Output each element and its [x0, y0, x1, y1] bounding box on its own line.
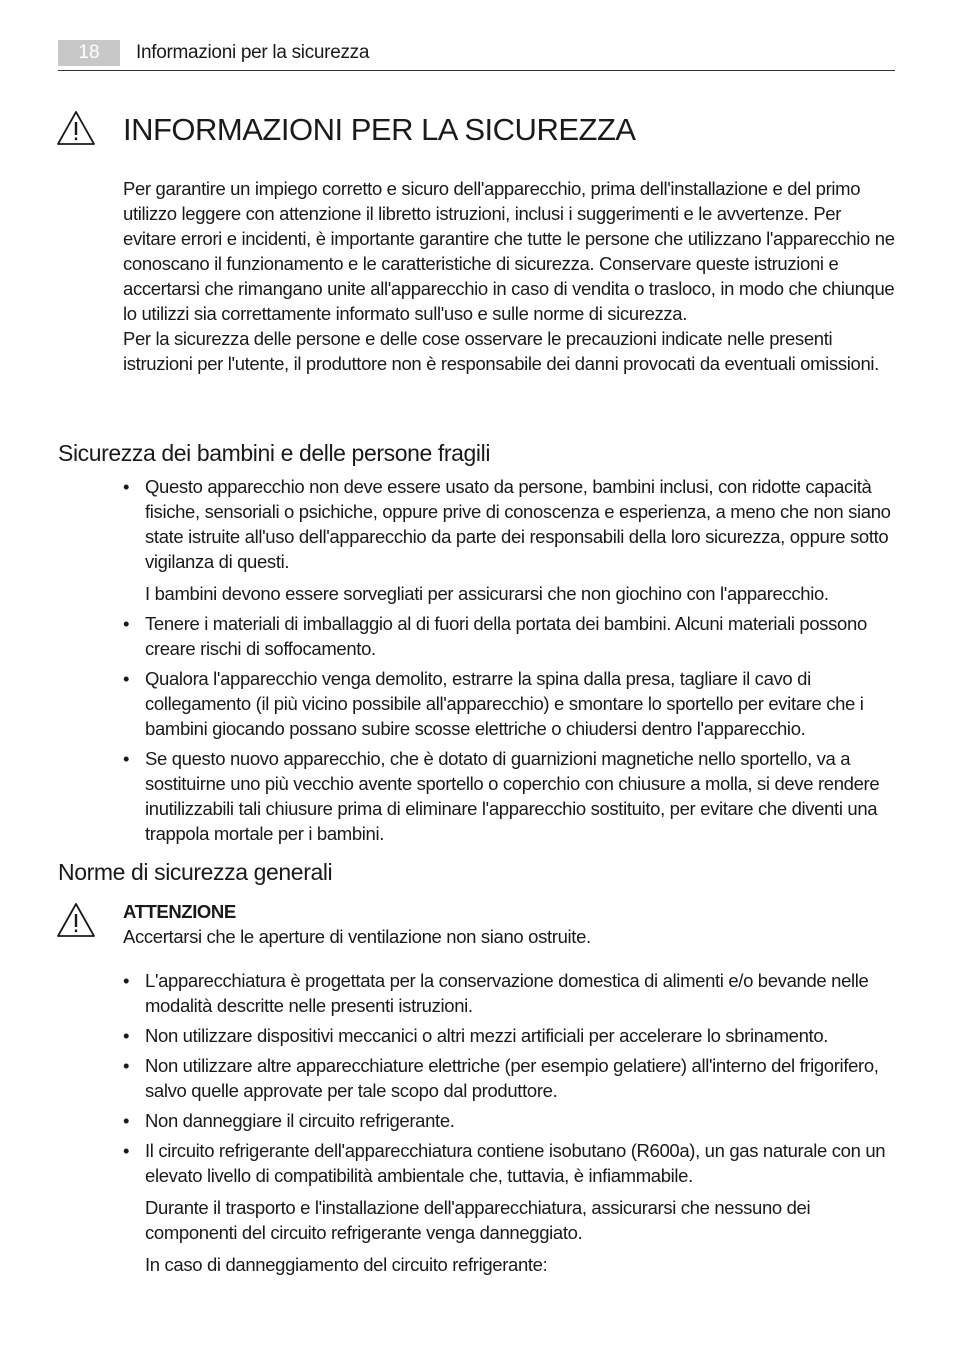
bullet-icon: • [123, 1025, 130, 1046]
bullet-icon: • [123, 1140, 130, 1161]
list-item-text: Non utilizzare dispositivi meccanici o altri mezzi artificiali per accelerare lo sbrinamento. [145, 1025, 829, 1046]
general-safety-list [123, 968, 897, 1282]
intro-paragraph: Per garantire un impiego corretto e sicuro dell'apparecchio, prima dell'installazione e del primo utilizzo leggere con attenzione il libretto istruzioni, inclusi i suggerimenti e le avvertenze. Per evitare errori e incidenti, è importante garantire che tutte le persone che utilizzano l'apparecchio ne conoscano il funzionamento e le caratteristiche di sicurezza. Conservare queste istruzioni e accertarsi che rimangano unite all'apparecchio in caso di vendita o trasloco, in modo che chiunque lo utilizzi sia correttamente informato sull'uso e sulle norme di sicurezza. [123, 178, 895, 324]
list-item-text: Non utilizzare altre apparecchiature elettriche (per esempio gelatiere) all'interno del frigorifero, salvo quelle approvate per tale scopo dal produttore. [145, 1055, 879, 1101]
list-item [123, 1023, 897, 1048]
warning-text: Accertarsi che le aperture di ventilazione non siano ostruite. [123, 926, 591, 947]
list-item [123, 1053, 897, 1103]
bullet-icon: • [123, 1110, 130, 1131]
list-item-subtext: Durante il trasporto e l'installazione dell'apparecchiatura, assicurarsi che nessuno dei componenti del circuito refrigerante venga danneggiato. [145, 1197, 811, 1243]
list-item [123, 746, 897, 846]
bullet-icon: • [123, 1055, 130, 1076]
list-item-text: Questo apparecchio non deve essere usato da persone, bambini inclusi, con ridotte capacità fisiche, sensoriali o psichiche, oppure prive di conoscenza e esperienza, a meno che non siano state istruite all'uso dell'apparecchio da parte dei responsabili della loro sicurezza, oppure sotto vigilanza di questi. [145, 476, 891, 572]
section-title-general-safety: Norme di sicurezza generali [58, 859, 333, 885]
list-item [123, 611, 897, 661]
list-item-text: Se questo nuovo apparecchio, che è dotato di guarnizioni magnetiche nello sportello, va a sostituirne uno più vecchio avente sportello o coperchio con chiusure a molla, si deve rendere inutilizzabili tali chiusure prima di eliminare l'apparecchio sostituito, per evitare che diventi una trappola mortale per i bambini. [145, 748, 880, 844]
intro-paragraph: Per la sicurezza delle persone e delle cose osservare le precauzioni indicate nelle presenti istruzioni per l'utente, il produttore non è responsabile dei danni provocati da eventuali omissioni. [123, 328, 879, 374]
bullet-icon: • [123, 970, 130, 991]
list-item-text: L'apparecchiatura è progettata per la conservazione domestica di alimenti e/o bevande nelle modalità descritte nelle presenti istruzioni. [145, 970, 869, 1016]
bullet-icon: • [123, 476, 130, 497]
bullet-icon: • [123, 748, 130, 769]
list-item [123, 474, 897, 606]
warning-note [123, 899, 897, 949]
list-item [123, 1138, 897, 1277]
running-header: Informazioni per la sicurezza [136, 42, 370, 63]
list-item [123, 968, 897, 1018]
children-safety-list [123, 474, 897, 851]
list-item-subtext: I bambini devono essere sorvegliati per assicurarsi che non giochino con l'apparecchio. [145, 583, 829, 604]
warning-triangle-icon [56, 110, 96, 146]
page-number: 18 [58, 40, 120, 66]
warning-label: ATTENZIONE [123, 901, 236, 922]
list-item-subtext: In caso di danneggiamento del circuito refrigerante: [145, 1254, 548, 1275]
intro-text [123, 176, 897, 376]
list-item [123, 666, 897, 741]
page-title: INFORMAZIONI PER LA SICUREZZA [123, 112, 636, 147]
list-item-text: Tenere i materiali di imballaggio al di fuori della portata dei bambini. Alcuni materiali possono creare rischi di soffocamento. [145, 613, 867, 659]
bullet-icon: • [123, 668, 130, 689]
section-title-children-safety: Sicurezza dei bambini e delle persone fragili [58, 440, 491, 466]
list-item [123, 1108, 897, 1133]
warning-triangle-icon [56, 902, 96, 938]
list-item-text: Qualora l'apparecchio venga demolito, estrarre la spina dalla presa, tagliare il cavo di collegamento (il più vicino possibile all'apparecchio) e smontare lo sportello per evitare che i bambini giocando possano subire scosse elettriche o chiudersi dentro l'apparecchio. [145, 668, 864, 739]
list-item-text: Non danneggiare il circuito refrigerante. [145, 1110, 455, 1131]
header-divider [58, 70, 895, 71]
list-item-text: Il circuito refrigerante dell'apparecchiatura contiene isobutano (R600a), un gas naturale con un elevato livello di compatibilità ambientale che, tuttavia, è infiammabile. [145, 1140, 886, 1186]
bullet-icon: • [123, 613, 130, 634]
